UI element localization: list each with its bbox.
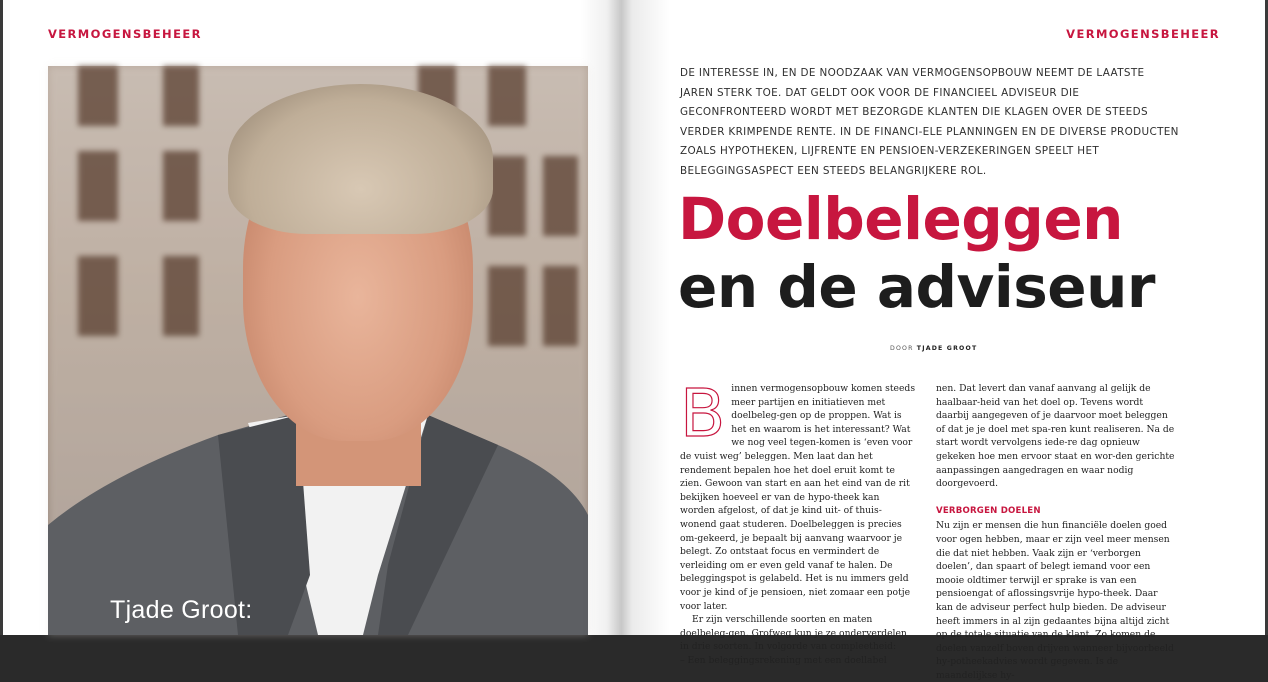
byline-author: TJADE GROOT	[916, 345, 978, 352]
intro-paragraph: DE INTERESSE IN, EN DE NOODZAAK VAN VERMOGENSOPBOUW NEEMT DE LAATSTE JAREN STERK TOE. DAT GELDT OOK VOOR DE FINANCIEEL ADVISEUR DIE GECONFRONTEERD WORDT MET BEZORGDE KLANTEN DIE KLAGEN OVER DE STEEDS VERDER KRIMPENDE RENTE. IN DE FINANCI-ELE PLANNINGEN EN DE DIVERSE PRODUCTEN ZOALS HYPOTHEKEN, LIJFRENTE EN PENSIOEN-VERZEKERINGEN SPEELT HET BELEGGINGSASPECT EEN STEEDS BELANGRIJKERE ROL.	[680, 67, 1179, 177]
body-column-1	[680, 375, 916, 667]
section-label-right: VERMOGENSBEHEER	[1066, 27, 1220, 41]
col2-paragraph-1: nen. Dat levert dan vanaf aanvang al gelijk de haalbaar-heid van het doel op. Tevens wordt daarbij aangegeven of je daarvoor moet beleggen of dat je je doel met spa-ren kunt realiseren. Na de start wordt vervolgens iede-re dag opnieuw gekeken hoe men ervoor staat en wor-den gerichte aanpassingen aangedragen en waar nodig doorgevoerd.	[936, 383, 1175, 490]
col2-paragraph-2: Nu zijn er mensen die hun financiële doelen goed voor ogen hebben, maar er zijn veel meer mensen die dat niet hebben. Vaak zijn er ‘verborgen doelen’, dan spaart of belegt iemand voor een mooie oldtimer terwijl er sprake is van een pensioengat of aflossingsvrije hypo-theek. Daar kan de adviseur perfect hulp bieden. De adviseur heeft immers in al zijn gedaantes bijna altijd zicht op de totale situatie van de klant. Zo komen de doelen vanzelf boven drijven wanneer bijvoorbeeld hy-potheekadvies wordt gegeven. Is de maandelijkse hy-	[936, 520, 1174, 681]
photo-caption: Tjade Groot:	[110, 596, 253, 624]
byline-prefix: DOOR	[890, 345, 914, 352]
right-page	[620, 0, 1268, 681]
subheading-verborgen-doelen: VERBORGEN DOELEN	[936, 505, 1041, 516]
col1-paragraph-2: Er zijn verschillende soorten en maten doelbeleg-gen. Grofweg kun je ze onderverdelen in drie soorten. In volgorde van compleetheid:	[680, 614, 907, 653]
hair-shape	[228, 84, 493, 234]
article-headline	[678, 185, 1155, 321]
drop-cap: B	[680, 375, 726, 452]
col1-paragraph-1: innen vermogensopbouw komen steeds meer partijen en initiatieven met doelbeleg-gen op de proppen. Wat is het en waarom is het interessant? Wat we nog veel tegen-komen is ‘even voor de vuist weg’ beleggen. Men laat dan het rendement bepalen hoe het doel eruit komt te zien. Gewoon van start en aan het eind van de rit bekijken hoeveel er van de hypo-theek kan worden afgelost, of dat je kind uit- of thuis-wonend gaat studeren. Doelbeleggen is precies om-gekeerd, je bepaalt bij aanvang waarvoor je belegt. Zo ontstaat focus en vermindert de verleiding om er even geld vanaf te halen. De beleggingspot is gelabeld. Het is nu immers geld voor je kind of je pensioen, niet zomaar een potje voor later.	[680, 383, 916, 612]
headline-line-2: en de adviseur	[678, 253, 1155, 321]
portrait-photo	[48, 66, 588, 635]
col1-bullet-1: – Een beleggingsrekening met een doellabel	[680, 654, 887, 666]
left-page	[0, 0, 620, 635]
headline-line-1: Doelbeleggen	[678, 185, 1123, 253]
section-label-left: VERMOGENSBEHEER	[48, 27, 202, 41]
byline	[890, 345, 977, 352]
body-column-2	[936, 382, 1176, 682]
